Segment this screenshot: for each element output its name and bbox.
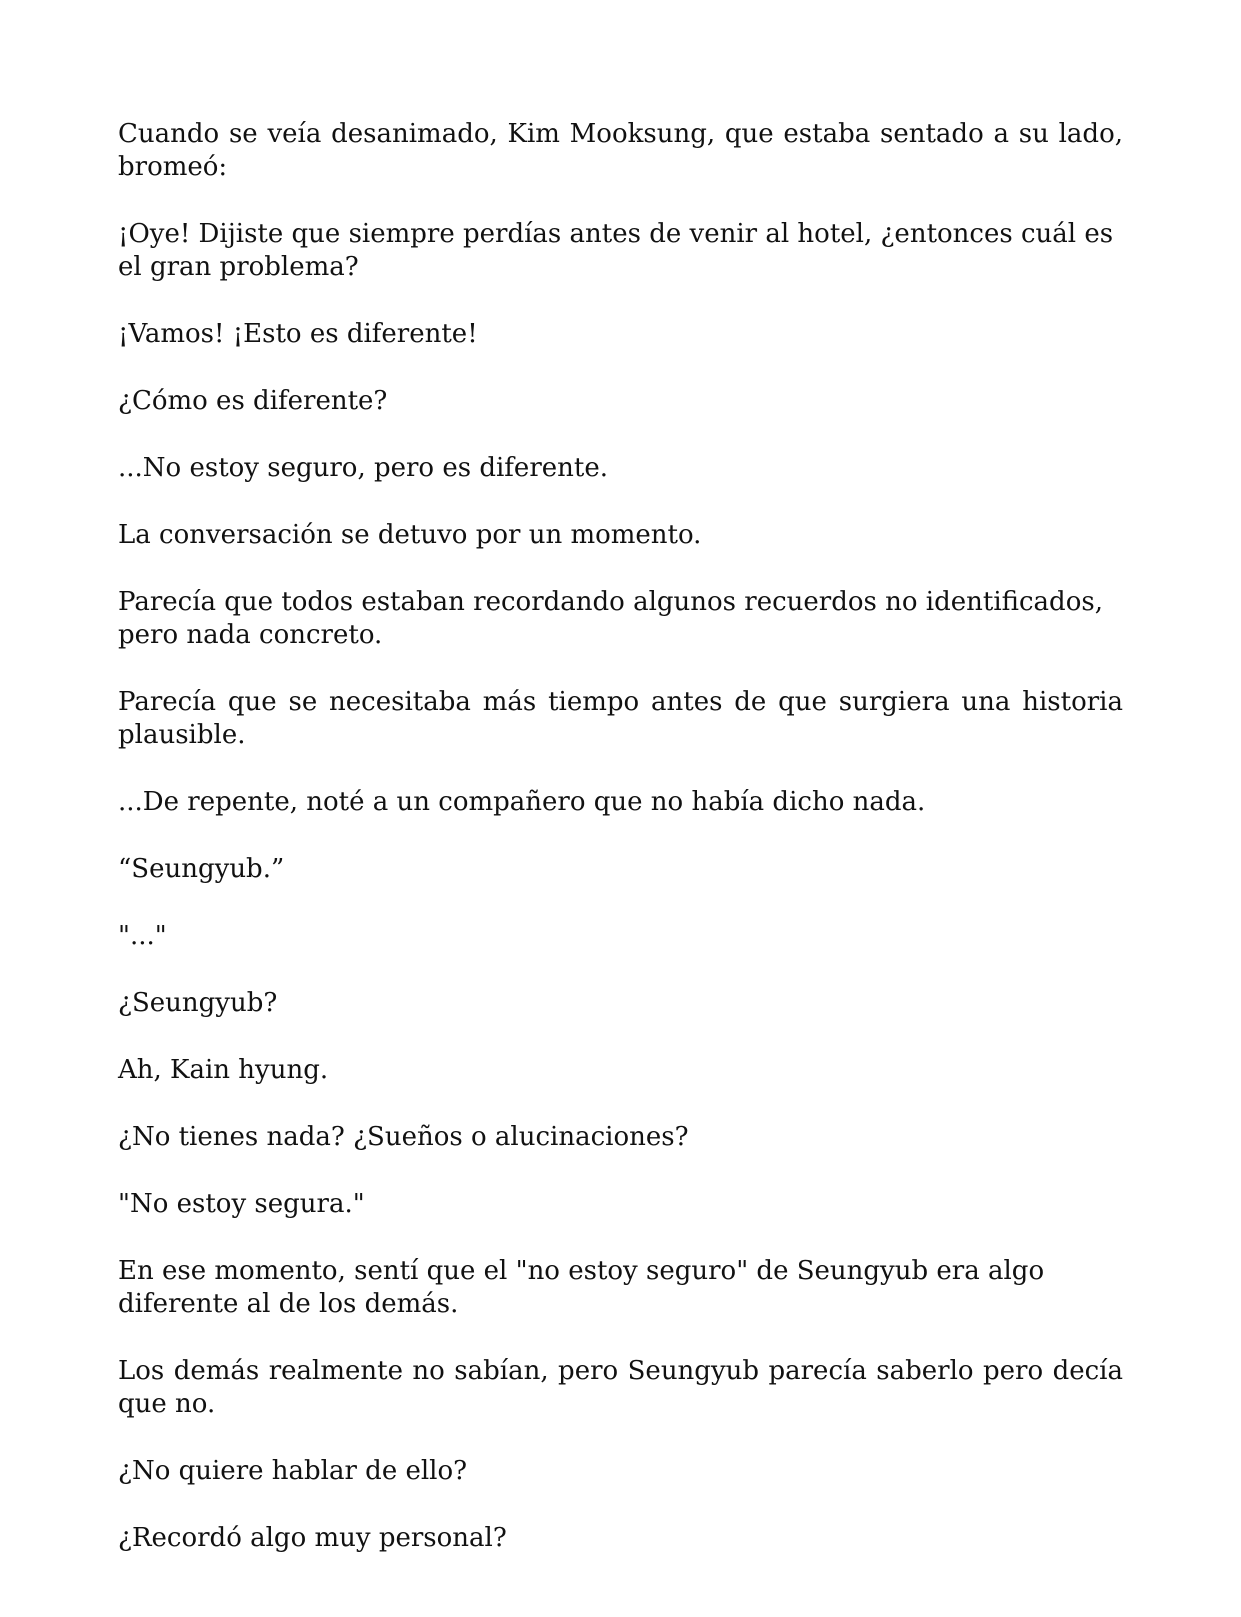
- paragraph-6: La conversación se detuvo por un momento.: [118, 520, 702, 550]
- paragraph-12: ¿Seungyub?: [118, 988, 278, 1018]
- paragraph-14: ¿No tienes nada? ¿Sueños o alucinaciones?: [118, 1122, 689, 1152]
- paragraph-10: “Seungyub.”: [118, 854, 285, 884]
- paragraph-4: ¿Cómo es diferente?: [118, 386, 388, 416]
- paragraph-16: En ese momento, sentí que el "no estoy seguro" de Seungyub era algo diferente al de los demás.: [118, 1256, 1045, 1319]
- paragraph-15: "No estoy segura.": [118, 1189, 365, 1219]
- document-body: [118, 118, 1123, 1589]
- paragraph-1: Cuando se veía desanimado, Kim Mooksung, que estaba sentado a su lado, bromeó:: [118, 119, 1123, 182]
- paragraph-17: Los demás realmente no sabían, pero Seungyub parecía saberlo pero decía que no.: [118, 1356, 1123, 1419]
- paragraph-8: Parecía que se necesitaba más tiempo antes de que surgiera una historia plausible.: [118, 687, 1123, 750]
- paragraph-13: Ah, Kain hyung.: [118, 1055, 329, 1085]
- paragraph-7: Parecía que todos estaban recordando algunos recuerdos no identificados, pero nada concreto.: [118, 587, 1103, 650]
- paragraph-19: ¿Recordó algo muy personal?: [118, 1523, 507, 1553]
- paragraph-3: ¡Vamos! ¡Esto es diferente!: [118, 319, 478, 349]
- paragraph-9: ...De repente, noté a un compañero que no había dicho nada.: [118, 787, 926, 817]
- paragraph-5: ...No estoy seguro, pero es diferente.: [118, 453, 608, 483]
- paragraph-2: ¡Oye! Dijiste que siempre perdías antes de venir al hotel, ¿entonces cuál es el gran problema?: [118, 219, 1114, 282]
- paragraph-18: ¿No quiere hablar de ello?: [118, 1456, 468, 1486]
- paragraph-11: "...": [118, 921, 167, 951]
